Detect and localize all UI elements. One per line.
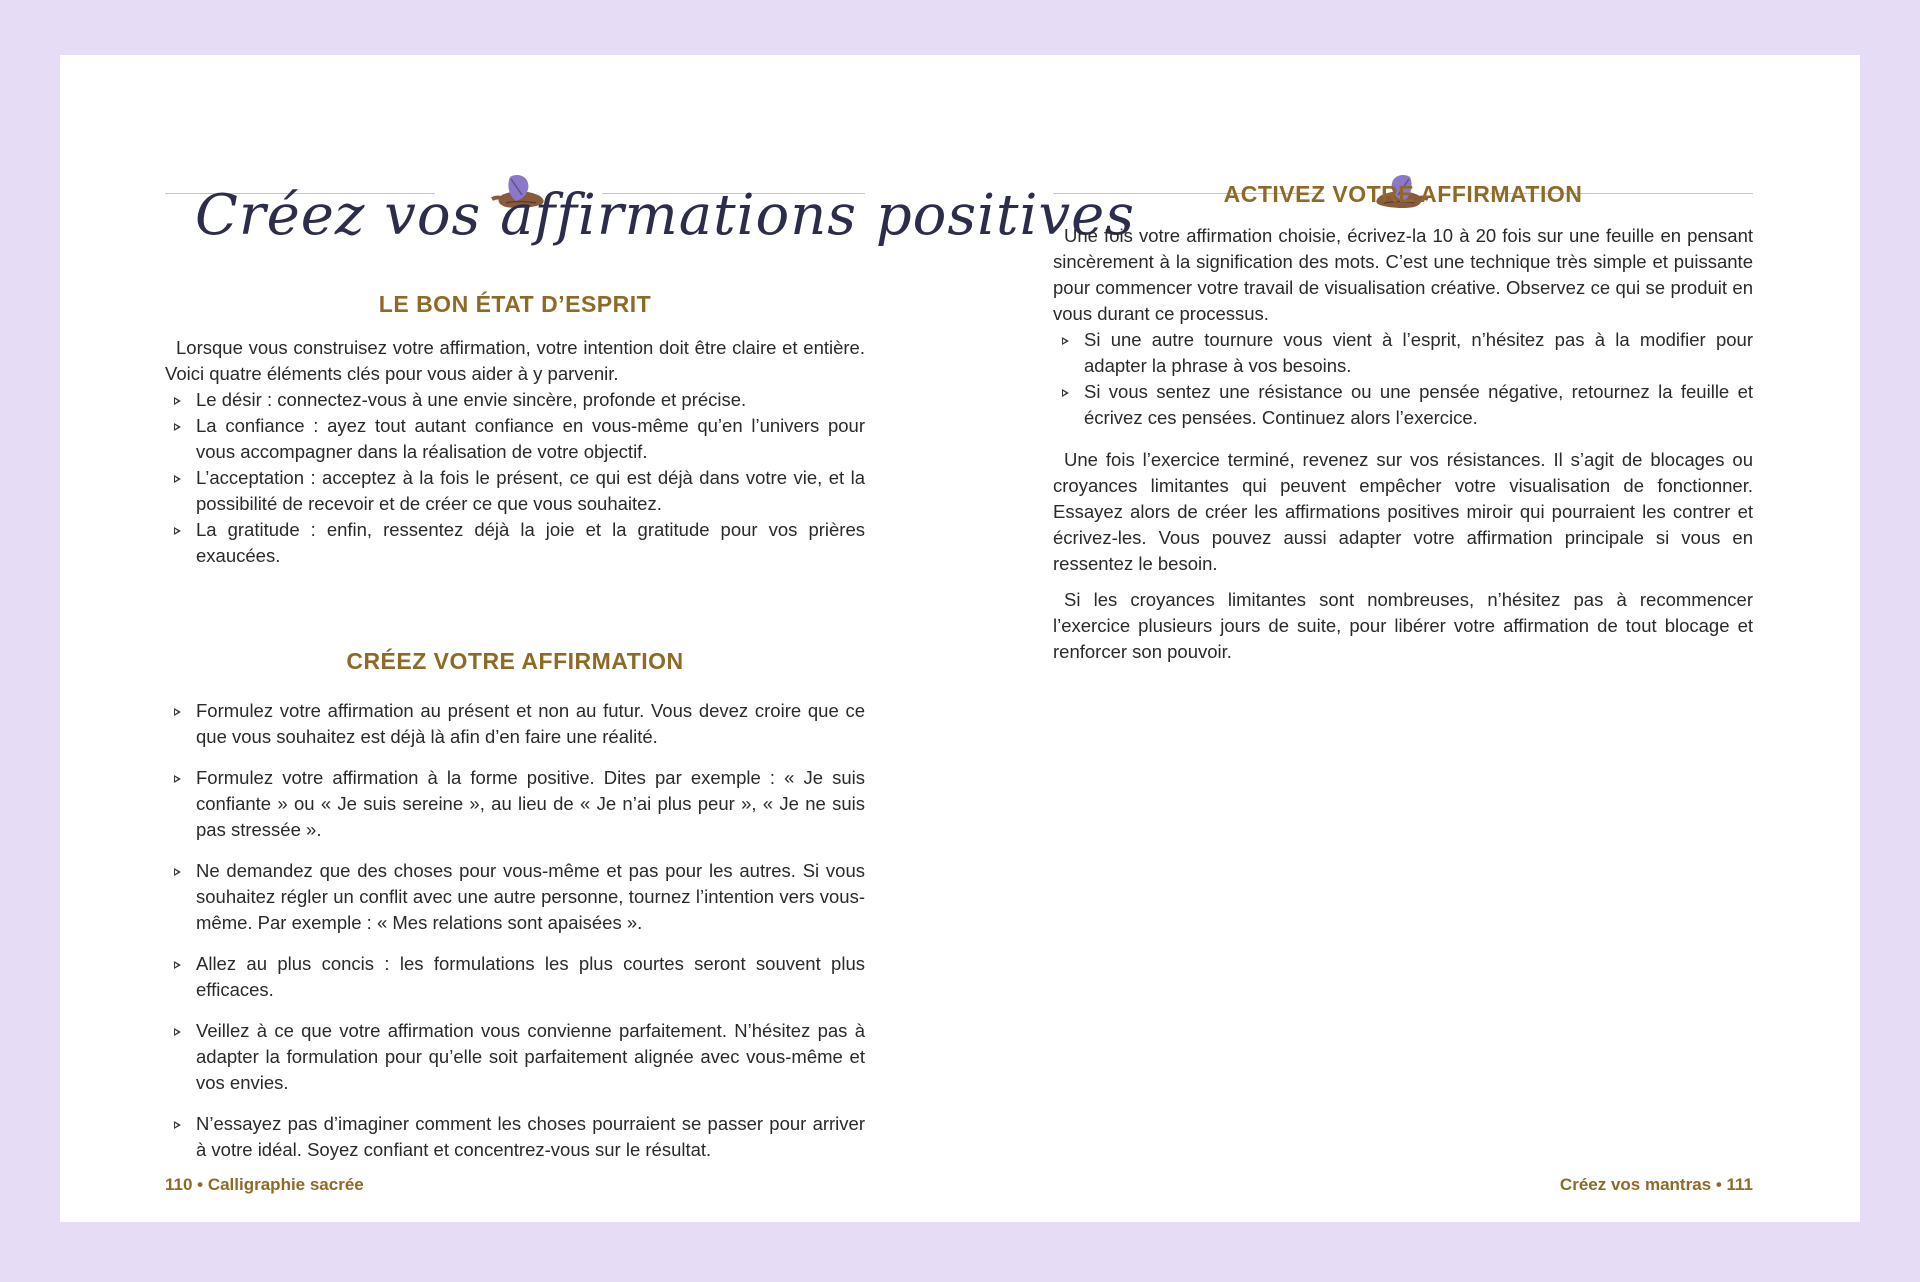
bullet-list [165, 698, 865, 1163]
list-item: Le désir : connectez-vous à une envie sincère, profonde et précise. [165, 387, 865, 413]
bullet-triangle-icon [174, 708, 181, 716]
bullet-triangle-icon [174, 775, 181, 783]
list-item: Allez au plus concis : les formulations les plus courtes seront souvent plus efficaces. [165, 951, 865, 1003]
list-item: La confiance : ayez tout autant confiance en vous-même qu’en l’univers pour vous accompagner dans la réalisation de votre objectif. [165, 413, 865, 465]
section-heading: ACTIVEZ VOTRE AFFIRMATION [1223, 181, 1583, 207]
list-item: N’essayez pas d’imaginer comment les choses pourraient se passer pour arriver à votre idéal. Soyez confiant et concentrez-vous sur le résultat. [165, 1111, 865, 1163]
body-paragraph: Si les croyances limitantes sont nombreuses, n’hésitez pas à recommencer l’exercice plusieurs jours de suite, pour libérer votre affirmation de tout blocage et renforcer son pouvoir. [1053, 589, 1753, 662]
bullet-triangle-icon [174, 961, 181, 969]
bullet-triangle-icon [1062, 389, 1069, 397]
book-spread [60, 55, 1860, 1222]
header-ornament [1053, 113, 1753, 163]
bullet-triangle-icon [174, 1028, 181, 1036]
bullet-list [165, 387, 865, 569]
section-body [165, 698, 865, 1178]
bullet-triangle-icon [174, 868, 181, 876]
page-footer: 110 • Calligraphie sacrée [165, 1175, 364, 1194]
right-page [1053, 55, 1753, 1222]
bullet-triangle-icon [174, 397, 181, 405]
bullet-triangle-icon [1062, 337, 1069, 345]
list-item: Formulez votre affirmation à la forme positive. Dites par exemple : « Je suis confiante » ou « Je suis sereine », au lieu de « Je n’ai plus peur », « Je ne suis pas stressée ». [165, 765, 865, 843]
section-heading: CRÉEZ VOTRE AFFIRMATION [346, 648, 684, 674]
list-item: Veillez à ce que votre affirmation vous convienne parfaitement. N’hésitez pas à adapter la formulation pour qu’elle soit parfaitement alignée avec vous-même et vos envies. [165, 1018, 865, 1096]
left-page [165, 55, 1135, 1222]
intro-paragraph: Une fois votre affirmation choisie, écrivez-la 10 à 20 fois sur une feuille en pensant sincèrement à la signification des mots. C’est une technique très simple et puissante pour commencer votre travail de visualisation créative. Observez ce qui se produit en vous durant ce processus. [1053, 225, 1753, 324]
intro-paragraph: Lorsque vous construisez votre affirmation, votre intention doit être claire et entière. Voici quatre éléments clés pour vous aider à y parvenir. [165, 337, 865, 384]
list-item: Formulez votre affirmation au présent et non au futur. Vous devez croire que ce que vous souhaitez est déjà là afin d’en faire une réalité. [165, 698, 865, 750]
section-heading: LE BON ÉTAT D’ESPRIT [378, 291, 652, 317]
bullet-triangle-icon [174, 475, 181, 483]
list-item: Ne demandez que des choses pour vous-même et pas pour les autres. Si vous souhaitez régler un conflit avec une autre personne, tournez l’intention vers vous-même. Par exemple : « Mes relations sont apaisées ». [165, 858, 865, 936]
page-title: Créez vos affirmations positives [195, 183, 1135, 248]
list-item: L’acceptation : acceptez à la fois le présent, ce qui est déjà dans votre vie, et la possibilité de recevoir et de créer ce que vous souhaitez. [165, 465, 865, 517]
bullet-triangle-icon [174, 423, 181, 431]
body-paragraph: Une fois l’exercice terminé, revenez sur vos résistances. Il s’agit de blocages ou croyances limitantes qui peuvent empêcher votre visualisation de fonctionner. Essayez alors de créer les affirmations positives miroir qui pourraient les contrer et écrivez-les. Vous pouvez aussi adapter votre affirmation principale si vous en ressentez le besoin. [1053, 449, 1753, 574]
list-item: La gratitude : enfin, ressentez déjà la joie et la gratitude pour vos prières exaucées. [165, 517, 865, 569]
list-item: Si vous sentez une résistance ou une pensée négative, retournez la feuille et écrivez ces pensées. Continuez alors l’exercice. [1053, 379, 1753, 431]
page-footer: Créez vos mantras • 111 [1559, 1175, 1753, 1194]
bullet-triangle-icon [174, 527, 181, 535]
section-body [165, 335, 865, 569]
bullet-triangle-icon [174, 1121, 181, 1129]
header-ornament [165, 113, 865, 163]
section-body [1053, 223, 1753, 665]
bullet-list [1053, 327, 1753, 431]
list-item: Si une autre tournure vous vient à l’esprit, n’hésitez pas à la modifier pour adapter la phrase à vos besoins. [1053, 327, 1753, 379]
